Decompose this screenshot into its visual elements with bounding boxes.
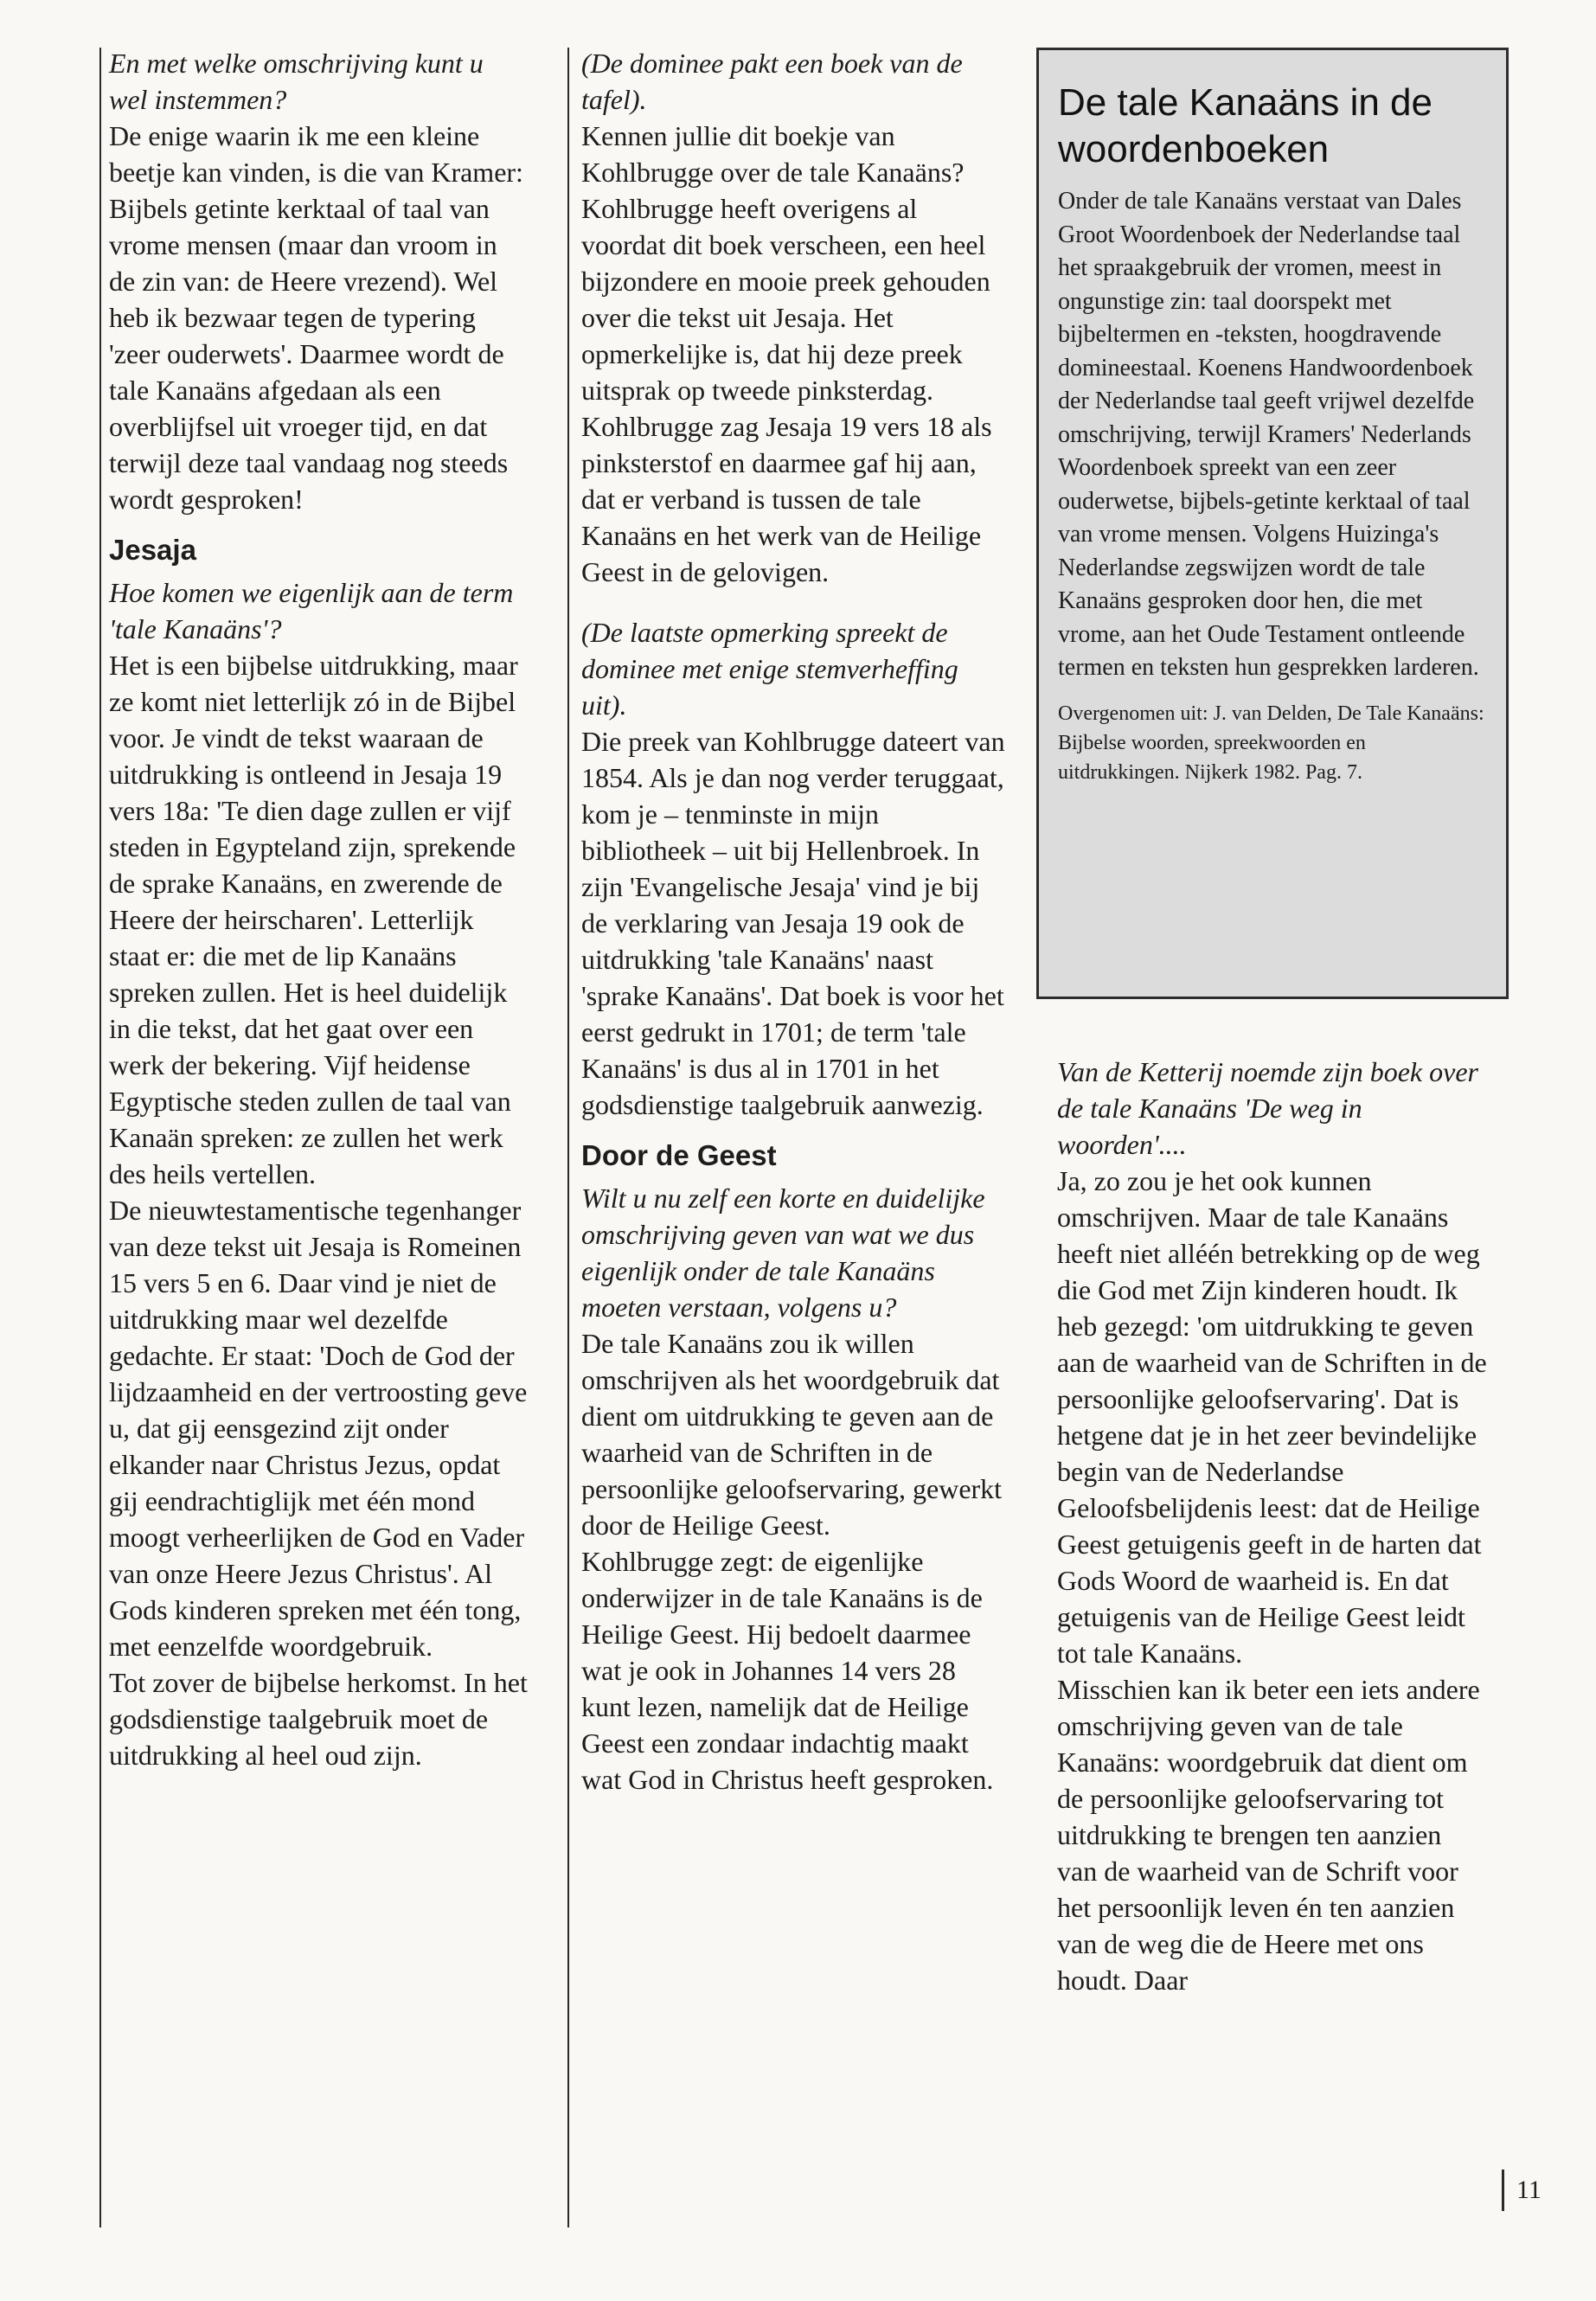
question-2: Hoe komen we eigenlijk aan de term 'tale Kanaäns'?	[109, 577, 514, 644]
heading-door-de-geest: Door de Geest	[581, 1139, 777, 1171]
answer-1: De enige waarin ik me een kleine beetje kan vinden, is die van Kramer: Bijbels getinte kerktaal of taal van vrome mensen (maar dan vroom in de zin van: de Heere vrezend). Wel heb ik bezwaar tegen de typering 'zeer ouderwets'. Daarmee wordt de tale Kanaäns afgedaan als een overblijfsel uit vroeger tijd, en dat terwijl deze taal vandaag nog steeds wordt gesproken!	[109, 120, 523, 515]
column-2	[581, 45, 1005, 1798]
column-rule-left	[99, 48, 101, 2227]
sidebar-box	[1036, 48, 1509, 999]
stage-direction-2: (De laatste opmerking spreekt de dominee met enige stemverheffing uit).	[581, 617, 958, 721]
stage-direction-1: (De dominee pakt een boek van de tafel).	[581, 48, 963, 115]
answer-7: De tale Kanaäns zou ik willen omschrijven als het woordgebruik dat dient om uitdrukking te geven aan de waarheid van de Schriften in de persoonlijke geloofservaring, gewerkt door de Heilige Geest.	[581, 1328, 1003, 1541]
question-3: Wilt u nu zelf een korte en duidelijke omschrijving geven van wat we dus eigenlijk onder de tale Kanaäns moeten verstaan, volgens u?	[581, 1183, 985, 1323]
page-number: 11	[1502, 2170, 1554, 2211]
column-1	[109, 45, 529, 1773]
sidebar-body: Onder de tale Kanaäns verstaat van Dales Groot Woordenboek der Nederlandse taal het spraakgebruik der vromen, meest in ongunstige zin: taal doorspekt met bijbeltermen en -teksten, hoogdravende domineestaal. Koenens Handwoordenboek der Nederlandse taal geeft vrijwel dezelfde omschrijving, terwijl Kramers' Nederlands Woordenboek spreekt van een zeer ouderwetse, bijbels-getinte kerktaal of taal van vrome mensen. Volgens Huizinga's Nederlandse zegswijzen wordt de tale Kanaäns gesproken door hen, die met vrome, aan het Oude Testament ontleende termen en teksten hun gesprekken larderen.	[1058, 188, 1479, 681]
answer-8: Kohlbrugge zegt: de eigenlijke onderwijzer in de tale Kanaäns is de Heilige Geest. Hij bedoelt daarmee wat je ook in Johannes 14 vers 28 kunt lezen, namelijk dat de Heilige Geest een zondaar indachtig maakt wat God in Christus heeft gesproken.	[581, 1546, 994, 1795]
sidebar-source: Overgenomen uit: J. van Delden, De Tale Kanaäns: Bijbelse woorden, spreekwoorden en uitdrukkingen. Nijkerk 1982. Pag. 7.	[1058, 702, 1484, 784]
heading-jesaja: Jesaja	[109, 534, 196, 566]
answer-2: Het is een bijbelse uitdrukking, maar ze komt niet letterlijk zó in de Bijbel voor. Je vindt de tekst waaraan de uitdrukking is ontleend in Jesaja 19 vers 18a: 'Te dien dage zullen er vijf steden in Egypteland zijn, sprekende de sprake Kanaäns, en zwerende de Heere der heirscharen'. Letterlijk staat er: die met de lip Kanaäns spreken zullen. Het is heel duidelijk in die tekst, dat het gaat over een werk der bekering. Vijf heidense Egyptische steden zullen de taal van Kanaän spreken: ze zullen het werk des heils vertellen.	[109, 650, 518, 1189]
question-1: En met welke omschrijving kunt u wel instemmen?	[109, 48, 484, 115]
sidebar-title: De tale Kanaäns in de woordenboeken	[1058, 81, 1433, 170]
column-3	[1057, 1054, 1488, 1998]
answer-6: Die preek van Kohlbrugge dateert van 1854. Als je dan nog verder teruggaat, kom je – tenminste in mijn bibliotheek – uit bij Hellenbroek. In zijn 'Evangelische Jesaja' vind je bij de verklaring van Jesaja 19 ook de uitdrukking 'tale Kanaäns' naast 'sprake Kanaäns'. Dat boek is voor het eerst gedrukt in 1701; de term 'tale Kanaäns' is dus al in 1701 in het godsdienstige taalgebruik aanwezig.	[581, 726, 1005, 1120]
answer-9: Ja, zo zou je het ook kunnen omschrijven. Maar de tale Kanaäns heeft niet alléén betrekking op de weg die God met Zijn kinderen houdt. Ik heb gezegd: 'om uitdrukking te geven aan de waarheid van de Schriften in de persoonlijke geloofservaring'. Dat is hetgene dat je in het zeer bevindelijke begin van de Nederlandse Geloofsbelijdenis leest: dat de Heilige Geest getuigenis geeft in de harten dat Gods Woord de waarheid is. En dat getuigenis van de Heilige Geest leidt tot tale Kanaäns.	[1057, 1165, 1487, 1669]
answer-3: De nieuwtestamentische tegenhanger van deze tekst uit Jesaja is Romeinen 15 vers 5 en 6. Daar vind je niet de uitdrukking maar wel dezelfde gedachte. Er staat: 'Doch de God der lijdzaamheid en der vertroosting geve u, dat gij eensgezind zijt onder elkander naar Christus Jezus, opdat gij eendrachtiglijk met één mond moogt verheerlijken de God en Vader van onze Heere Jezus Christus'. Al Gods kinderen spreken met één tong, met eenzelfde woordgebruik.	[109, 1195, 528, 1662]
question-4: Van de Ketterij noemde zijn boek over de tale Kanaäns 'De weg in woorden'....	[1057, 1056, 1478, 1160]
answer-4: Tot zover de bijbelse herkomst. In het godsdienstige taalgebruik moet de uitdrukking al heel oud zijn.	[109, 1667, 528, 1771]
column-rule-middle	[567, 48, 569, 2227]
answer-10: Misschien kan ik beter een iets andere omschrijving geven van de tale Kanaäns: woordgebruik dat dient om de persoonlijke geloofservaring tot uitdrukking te brengen ten aanzien van de waarheid van de Schrift voor het persoonlijk leven én ten aanzien van de weg die de Heere met ons houdt. Daar	[1057, 1674, 1480, 1996]
answer-5: Kennen jullie dit boekje van Kohlbrugge over de tale Kanaäns? Kohlbrugge heeft overigens al voordat dit boek verscheen, een heel bijzondere en mooie preek gehouden over die tekst uit Jesaja. Het opmerkelijke is, dat hij deze preek uitsprak op tweede pinksterdag. Kohlbrugge zag Jesaja 19 vers 18 als pinksterstof en daarmee gaf hij aan, dat er verband is tussen de tale Kanaäns en het werk van de Heilige Geest in de gelovigen.	[581, 120, 992, 587]
